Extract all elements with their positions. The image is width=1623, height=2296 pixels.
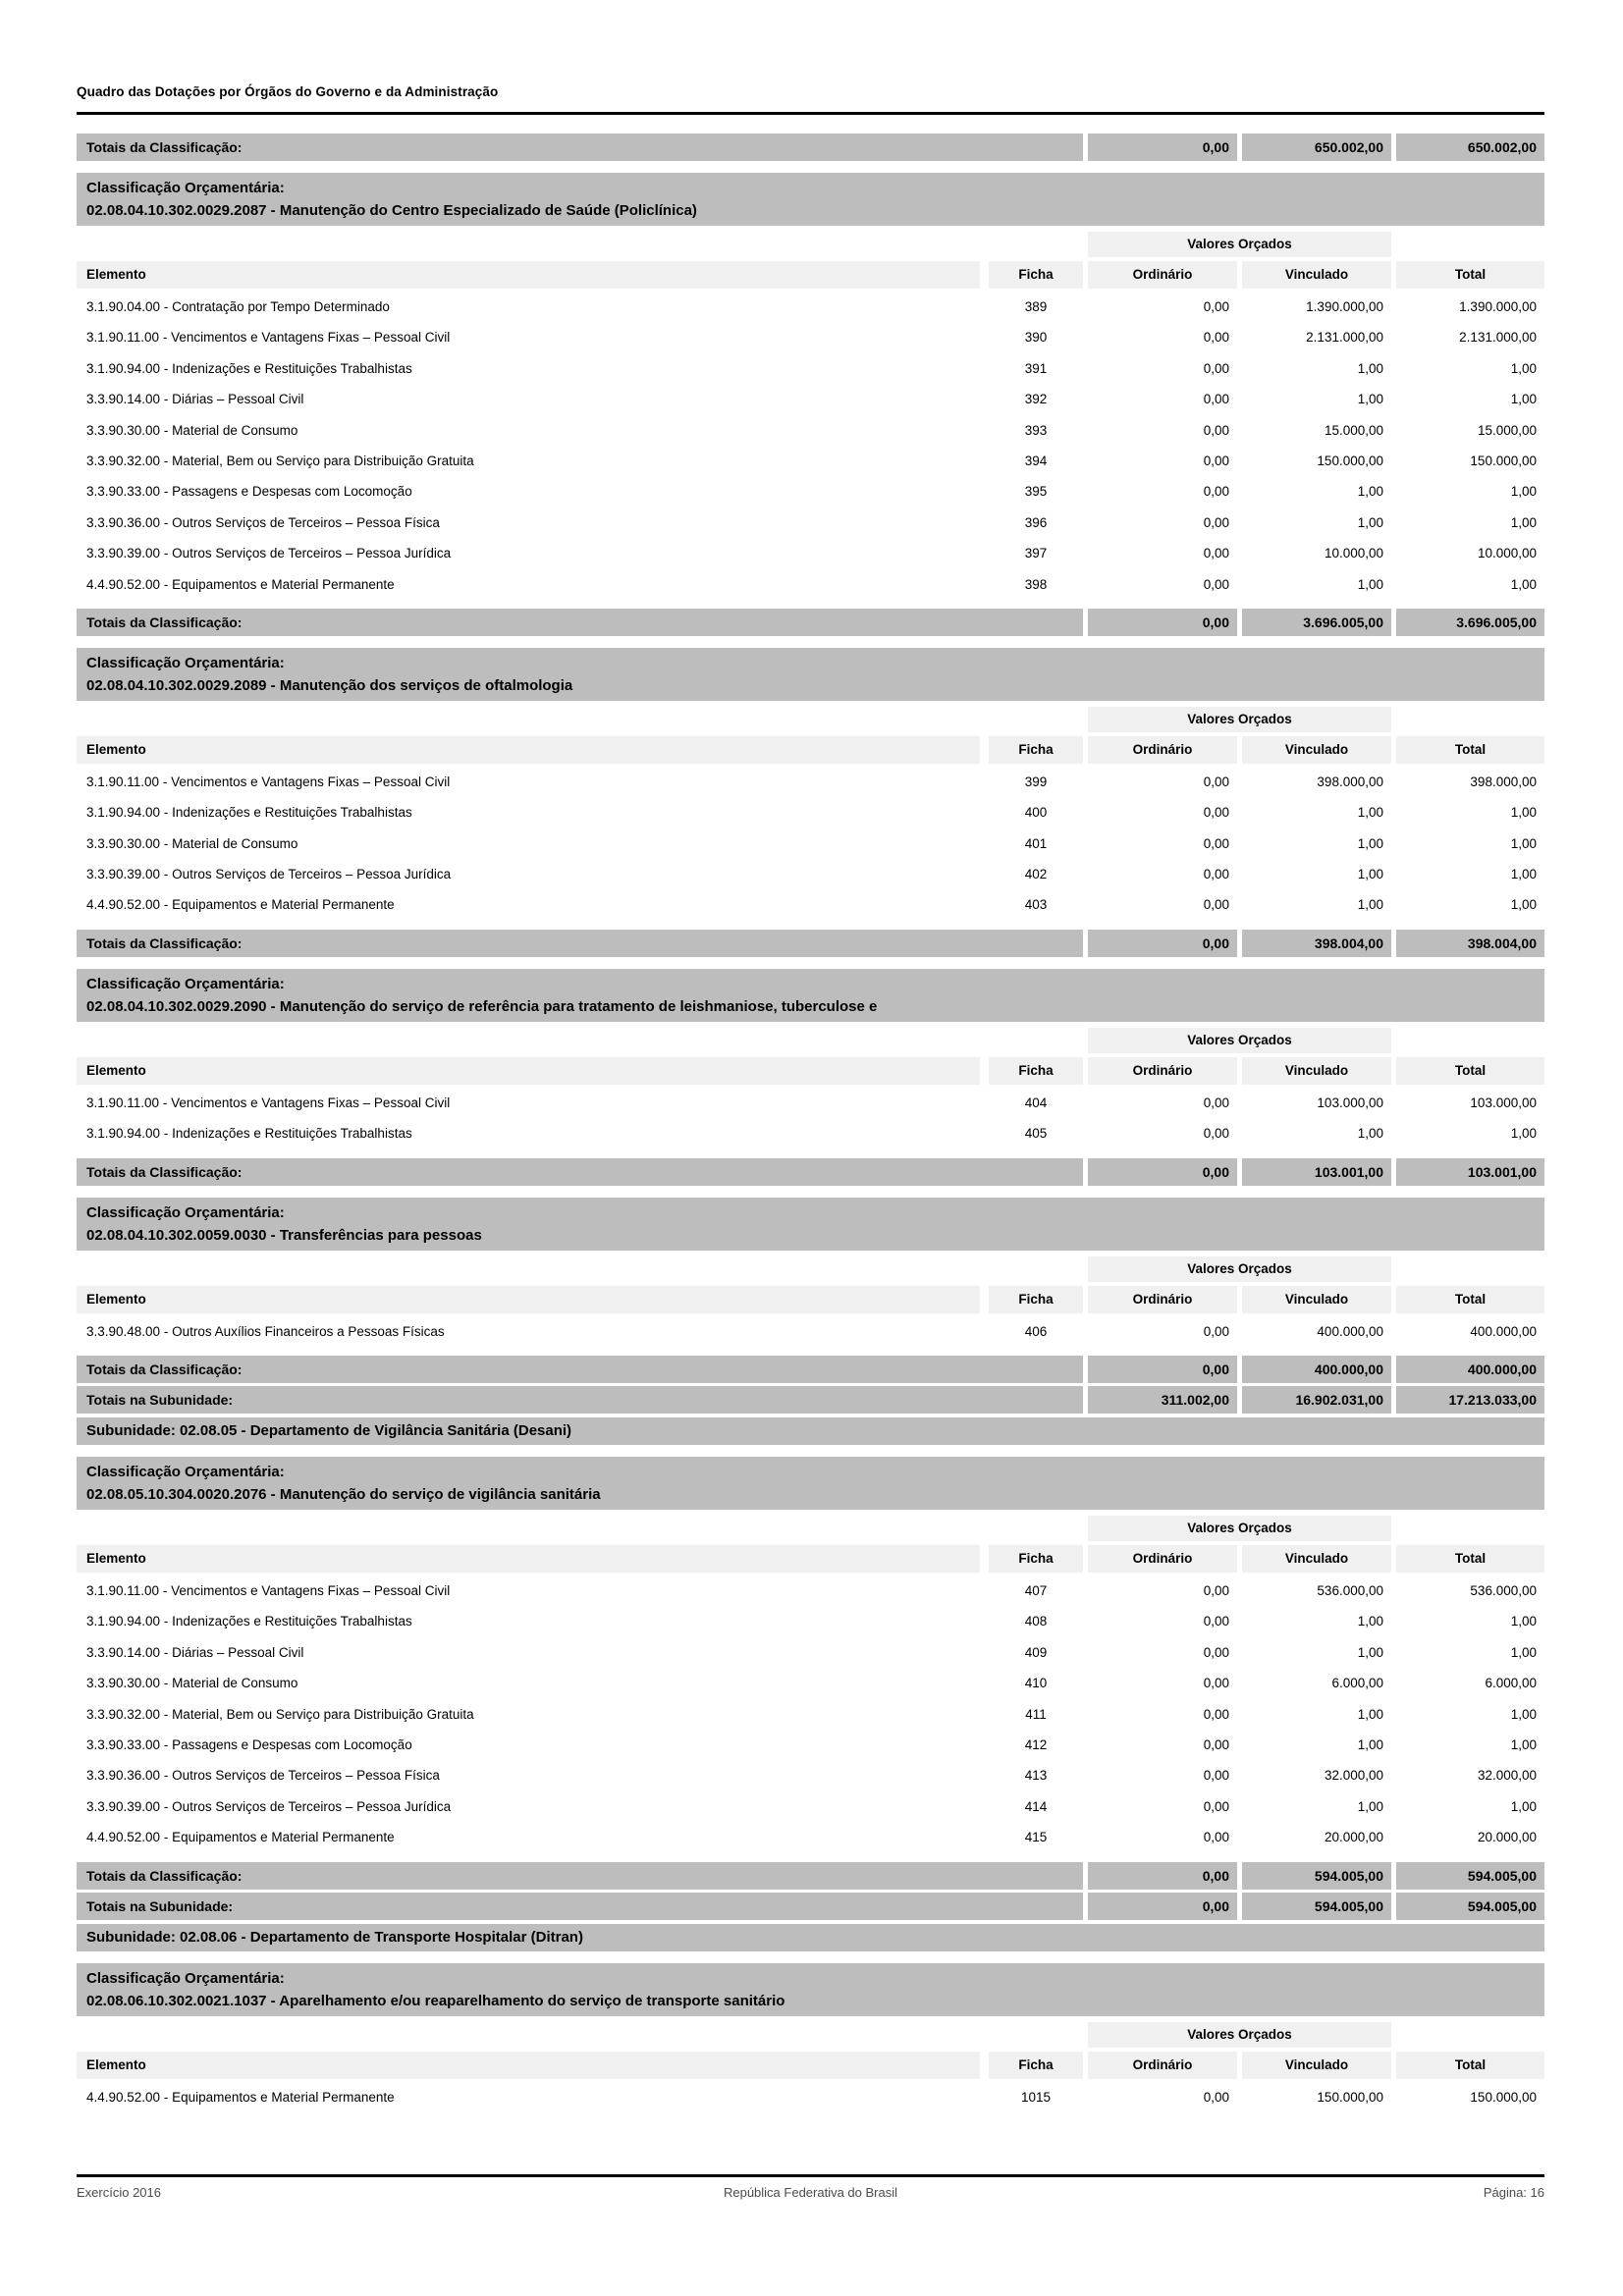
row-ficha: 395 bbox=[1024, 484, 1048, 500]
budget-table bbox=[77, 2022, 1544, 2112]
row-ficha: 403 bbox=[1024, 897, 1048, 913]
row-elemento: 3.1.90.11.00 - Vencimentos e Vantagens Fixas – Pessoal Civil bbox=[86, 330, 451, 346]
classification-heading: Classificação Orçamentária: bbox=[86, 1969, 285, 1987]
column-header-total: Total bbox=[1396, 2052, 1544, 2079]
row-vinculado: 10.000,00 bbox=[1324, 546, 1383, 561]
column-header-row bbox=[77, 736, 1544, 764]
row-total: 1,00 bbox=[1510, 576, 1537, 592]
classification-heading: Classificação Orçamentária: bbox=[86, 1464, 285, 1481]
totals-total-value: 400.000,00 bbox=[1396, 1356, 1544, 1383]
row-total: 20.000,00 bbox=[1477, 1830, 1537, 1845]
table-rows bbox=[77, 2082, 1544, 2112]
table-row bbox=[77, 1316, 1544, 1347]
column-header-vinculado: Vinculado bbox=[1242, 1286, 1391, 1313]
row-total: 150.000,00 bbox=[1470, 2089, 1537, 2105]
totals-row bbox=[77, 1386, 1544, 1414]
budget-table bbox=[77, 707, 1544, 921]
totals-row bbox=[77, 1862, 1544, 1890]
column-header-total: Total bbox=[1396, 1286, 1544, 1313]
classification-heading: Classificação Orçamentária: bbox=[86, 975, 285, 992]
row-vinculado: 398.000,00 bbox=[1317, 774, 1383, 789]
row-ordinario: 0,00 bbox=[1203, 1126, 1229, 1142]
column-header-ficha: Ficha bbox=[989, 2052, 1083, 2079]
row-ordinario: 0,00 bbox=[1203, 1830, 1229, 1845]
classification-block bbox=[77, 1198, 1544, 1251]
subunit-band: Subunidade: 02.08.05 - Departamento de Vigilância Sanitária (Desani) bbox=[77, 1417, 1544, 1445]
footer-page-number: Página: 16 bbox=[1483, 2185, 1544, 2200]
row-elemento: 3.3.90.36.00 - Outros Serviços de Terceiros – Pessoa Física bbox=[86, 514, 440, 530]
row-ficha: 413 bbox=[1024, 1768, 1048, 1784]
totals-ordinario-value: 0,00 bbox=[1088, 1356, 1237, 1383]
row-vinculado: 1.390.000,00 bbox=[1306, 299, 1383, 314]
totals-row bbox=[77, 1893, 1544, 1920]
column-header-vinculado: Vinculado bbox=[1242, 1545, 1391, 1573]
row-ficha: 394 bbox=[1024, 453, 1048, 468]
column-header-ordinario: Ordinário bbox=[1088, 2052, 1237, 2079]
row-vinculado: 1,00 bbox=[1357, 835, 1383, 851]
totals-vinculado-value: 16.902.031,00 bbox=[1242, 1386, 1391, 1414]
valores-orcados-band: Valores Orçados bbox=[1088, 1028, 1391, 1053]
row-elemento: 3.3.90.14.00 - Diárias – Pessoal Civil bbox=[86, 1644, 304, 1660]
row-ordinario: 0,00 bbox=[1203, 299, 1229, 314]
table-row bbox=[77, 1088, 1544, 1118]
column-header-vinculado: Vinculado bbox=[1242, 736, 1391, 764]
row-total: 1,00 bbox=[1510, 1706, 1537, 1722]
row-elemento: 3.1.90.11.00 - Vencimentos e Vantagens Fixas – Pessoal Civil bbox=[86, 774, 451, 789]
row-ficha: 415 bbox=[1024, 1830, 1048, 1845]
column-header-elemento: Elemento bbox=[77, 2052, 980, 2079]
classification-code: 02.08.04.10.302.0029.2087 - Manutenção do Centro Especializado de Saúde (Policlínica) bbox=[86, 202, 697, 219]
totals-total-value: 398.004,00 bbox=[1396, 930, 1544, 957]
row-total: 32.000,00 bbox=[1477, 1768, 1537, 1784]
table-row bbox=[77, 859, 1544, 889]
row-total: 1,00 bbox=[1510, 897, 1537, 913]
row-elemento: 3.1.90.94.00 - Indenizações e Restituições Trabalhistas bbox=[86, 1614, 412, 1629]
row-vinculado: 2.131.000,00 bbox=[1306, 330, 1383, 346]
totals-ordinario-value: 0,00 bbox=[1088, 609, 1237, 636]
classification-code: 02.08.04.10.302.0059.0030 - Transferências para pessoas bbox=[86, 1226, 482, 1244]
row-elemento: 4.4.90.52.00 - Equipamentos e Material Permanente bbox=[86, 2089, 395, 2105]
row-vinculado: 1,00 bbox=[1357, 514, 1383, 530]
column-header-elemento: Elemento bbox=[77, 1057, 980, 1085]
row-elemento: 4.4.90.52.00 - Equipamentos e Material Permanente bbox=[86, 1830, 395, 1845]
totals-label: Totais da Classificação: bbox=[77, 133, 1083, 161]
column-header-ficha: Ficha bbox=[989, 261, 1083, 289]
classification-block bbox=[77, 969, 1544, 1022]
totals-label: Totais da Classificação: bbox=[77, 609, 1083, 636]
row-ordinario: 0,00 bbox=[1203, 1706, 1229, 1722]
row-vinculado: 1,00 bbox=[1357, 867, 1383, 882]
totals-total-value: 103.001,00 bbox=[1396, 1158, 1544, 1186]
totals-vinculado-value: 650.002,00 bbox=[1242, 133, 1391, 161]
row-elemento: 3.3.90.33.00 - Passagens e Despesas com Locomoção bbox=[86, 1736, 412, 1752]
totals-row bbox=[77, 1158, 1544, 1186]
column-header-row bbox=[77, 1057, 1544, 1085]
row-elemento: 4.4.90.52.00 - Equipamentos e Material Permanente bbox=[86, 576, 395, 592]
row-ordinario: 0,00 bbox=[1203, 422, 1229, 438]
row-ordinario: 0,00 bbox=[1203, 1583, 1229, 1599]
row-ordinario: 0,00 bbox=[1203, 897, 1229, 913]
valores-orcados-band: Valores Orçados bbox=[1088, 2022, 1391, 2048]
row-ficha: 407 bbox=[1024, 1583, 1048, 1599]
row-elemento: 3.3.90.39.00 - Outros Serviços de Terceiros – Pessoa Jurídica bbox=[86, 1798, 452, 1814]
row-elemento: 3.3.90.30.00 - Material de Consumo bbox=[86, 422, 298, 438]
row-total: 1,00 bbox=[1510, 514, 1537, 530]
column-header-ordinario: Ordinário bbox=[1088, 1545, 1237, 1573]
table-row bbox=[77, 1668, 1544, 1698]
row-elemento: 3.3.90.33.00 - Passagens e Despesas com Locomoção bbox=[86, 484, 412, 500]
row-ficha: 405 bbox=[1024, 1126, 1048, 1142]
table-row bbox=[77, 767, 1544, 797]
row-ficha: 392 bbox=[1024, 392, 1048, 407]
row-ordinario: 0,00 bbox=[1203, 2089, 1229, 2105]
column-header-row bbox=[77, 1286, 1544, 1313]
totals-total-value: 650.002,00 bbox=[1396, 133, 1544, 161]
row-total: 103.000,00 bbox=[1470, 1095, 1537, 1110]
row-vinculado: 6.000,00 bbox=[1331, 1676, 1383, 1691]
table-row bbox=[77, 1575, 1544, 1606]
table-row bbox=[77, 1637, 1544, 1668]
table-row bbox=[77, 1730, 1544, 1760]
column-header-ficha: Ficha bbox=[989, 736, 1083, 764]
totals-label: Totais da Classificação: bbox=[77, 1862, 1083, 1890]
table-row bbox=[77, 1699, 1544, 1730]
row-total: 1.390.000,00 bbox=[1459, 299, 1537, 314]
row-ordinario: 0,00 bbox=[1203, 805, 1229, 821]
valores-orcados-band: Valores Orçados bbox=[1088, 1516, 1391, 1541]
totals-total-value: 3.696.005,00 bbox=[1396, 609, 1544, 636]
row-elemento: 3.1.90.94.00 - Indenizações e Restituições Trabalhistas bbox=[86, 1126, 412, 1142]
row-ficha: 396 bbox=[1024, 514, 1048, 530]
row-total: 1,00 bbox=[1510, 867, 1537, 882]
classification-block bbox=[77, 648, 1544, 701]
row-ordinario: 0,00 bbox=[1203, 1768, 1229, 1784]
table-rows bbox=[77, 1316, 1544, 1347]
classification-heading: Classificação Orçamentária: bbox=[86, 180, 285, 196]
classification-block bbox=[77, 1963, 1544, 2016]
row-ficha: 404 bbox=[1024, 1095, 1048, 1110]
column-header-total: Total bbox=[1396, 261, 1544, 289]
row-elemento: 3.3.90.32.00 - Material, Bem ou Serviço para Distribuição Gratuita bbox=[86, 453, 474, 468]
column-header-ficha: Ficha bbox=[989, 1057, 1083, 1085]
column-header-ordinario: Ordinário bbox=[1088, 261, 1237, 289]
row-ordinario: 0,00 bbox=[1203, 546, 1229, 561]
column-header-ordinario: Ordinário bbox=[1088, 736, 1237, 764]
header-rule bbox=[77, 112, 1544, 115]
row-ordinario: 0,00 bbox=[1203, 330, 1229, 346]
row-elemento: 3.1.90.11.00 - Vencimentos e Vantagens Fixas – Pessoal Civil bbox=[86, 1583, 451, 1599]
row-total: 1,00 bbox=[1510, 1644, 1537, 1660]
row-vinculado: 150.000,00 bbox=[1317, 453, 1383, 468]
row-vinculado: 1,00 bbox=[1357, 1798, 1383, 1814]
row-ordinario: 0,00 bbox=[1203, 774, 1229, 789]
totals-label: Totais da Classificação: bbox=[77, 1356, 1083, 1383]
footer-rule bbox=[77, 2174, 1544, 2177]
table-rows bbox=[77, 1575, 1544, 1853]
classification-block bbox=[77, 173, 1544, 226]
row-total: 1,00 bbox=[1510, 360, 1537, 376]
table-row bbox=[77, 1760, 1544, 1790]
column-header-total: Total bbox=[1396, 1545, 1544, 1573]
row-vinculado: 1,00 bbox=[1357, 1126, 1383, 1142]
totals-ordinario-value: 0,00 bbox=[1088, 1862, 1237, 1890]
totals-ordinario-value: 311.002,00 bbox=[1088, 1386, 1237, 1414]
column-header-row bbox=[77, 2052, 1544, 2079]
row-vinculado: 1,00 bbox=[1357, 1614, 1383, 1629]
row-total: 1,00 bbox=[1510, 1798, 1537, 1814]
row-total: 1,00 bbox=[1510, 805, 1537, 821]
row-total: 1,00 bbox=[1510, 392, 1537, 407]
table-row bbox=[77, 1606, 1544, 1636]
column-header-vinculado: Vinculado bbox=[1242, 2052, 1391, 2079]
row-ficha: 410 bbox=[1024, 1676, 1048, 1691]
row-elemento: 3.3.90.48.00 - Outros Auxílios Financeiros a Pessoas Físicas bbox=[86, 1323, 445, 1339]
table-row bbox=[77, 446, 1544, 476]
row-ordinario: 0,00 bbox=[1203, 484, 1229, 500]
classification-heading: Classificação Orçamentária: bbox=[86, 1203, 285, 1221]
table-row bbox=[77, 828, 1544, 859]
row-ficha: 390 bbox=[1024, 330, 1048, 346]
row-total: 1,00 bbox=[1510, 835, 1537, 851]
row-vinculado: 1,00 bbox=[1357, 360, 1383, 376]
row-elemento: 3.3.90.39.00 - Outros Serviços de Terceiros – Pessoa Jurídica bbox=[86, 546, 452, 561]
totals-label: Totais na Subunidade: bbox=[77, 1386, 1083, 1414]
row-ficha: 398 bbox=[1024, 576, 1048, 592]
totals-ordinario-value: 0,00 bbox=[1088, 1893, 1237, 1920]
table-row bbox=[77, 1118, 1544, 1148]
totals-vinculado-value: 398.004,00 bbox=[1242, 930, 1391, 957]
column-header-vinculado: Vinculado bbox=[1242, 1057, 1391, 1085]
row-total: 15.000,00 bbox=[1477, 422, 1537, 438]
row-total: 536.000,00 bbox=[1470, 1583, 1537, 1599]
row-ficha: 411 bbox=[1025, 1706, 1047, 1722]
row-elemento: 3.3.90.39.00 - Outros Serviços de Terceiros – Pessoa Jurídica bbox=[86, 867, 452, 882]
row-total: 150.000,00 bbox=[1470, 453, 1537, 468]
row-ordinario: 0,00 bbox=[1203, 514, 1229, 530]
table-row bbox=[77, 292, 1544, 322]
table-row bbox=[77, 476, 1544, 507]
row-ordinario: 0,00 bbox=[1203, 360, 1229, 376]
row-vinculado: 1,00 bbox=[1357, 1644, 1383, 1660]
budget-table bbox=[77, 1516, 1544, 1853]
totals-vinculado-value: 103.001,00 bbox=[1242, 1158, 1391, 1186]
row-vinculado: 103.000,00 bbox=[1317, 1095, 1383, 1110]
classification-block bbox=[77, 1457, 1544, 1510]
budget-table bbox=[77, 1028, 1544, 1149]
table-row bbox=[77, 353, 1544, 384]
classification-code: 02.08.04.10.302.0029.2089 - Manutenção dos serviços de oftalmologia bbox=[86, 676, 573, 694]
column-header-row bbox=[77, 261, 1544, 289]
table-row bbox=[77, 569, 1544, 600]
row-elemento: 3.3.90.30.00 - Material de Consumo bbox=[86, 1676, 298, 1691]
table-row bbox=[77, 889, 1544, 920]
row-vinculado: 1,00 bbox=[1357, 1706, 1383, 1722]
row-ordinario: 0,00 bbox=[1203, 576, 1229, 592]
row-elemento: 3.1.90.04.00 - Contratação por Tempo Determinado bbox=[86, 299, 390, 314]
column-header-ordinario: Ordinário bbox=[1088, 1057, 1237, 1085]
footer-country: República Federativa do Brasil bbox=[723, 2185, 898, 2200]
row-vinculado: 1,00 bbox=[1357, 897, 1383, 913]
row-ficha: 397 bbox=[1024, 546, 1048, 561]
column-header-vinculado: Vinculado bbox=[1242, 261, 1391, 289]
row-total: 10.000,00 bbox=[1477, 546, 1537, 561]
valores-orcados-band: Valores Orçados bbox=[1088, 707, 1391, 732]
row-elemento: 3.3.90.36.00 - Outros Serviços de Terceiros – Pessoa Física bbox=[86, 1768, 440, 1784]
row-ordinario: 0,00 bbox=[1203, 1323, 1229, 1339]
budget-table bbox=[77, 1256, 1544, 1347]
row-ordinario: 0,00 bbox=[1203, 453, 1229, 468]
row-ficha: 402 bbox=[1024, 867, 1048, 882]
column-header-total: Total bbox=[1396, 1057, 1544, 1085]
totals-label: Totais da Classificação: bbox=[77, 1158, 1083, 1186]
row-vinculado: 150.000,00 bbox=[1317, 2089, 1383, 2105]
row-ficha: 399 bbox=[1024, 774, 1048, 789]
page-title: Quadro das Dotações por Órgãos do Governo e da Administração bbox=[77, 84, 499, 99]
row-ficha: 389 bbox=[1024, 299, 1048, 314]
row-ordinario: 0,00 bbox=[1203, 1614, 1229, 1629]
row-ordinario: 0,00 bbox=[1203, 1095, 1229, 1110]
row-ficha: 1015 bbox=[1020, 2089, 1052, 2105]
row-ordinario: 0,00 bbox=[1203, 392, 1229, 407]
table-row bbox=[77, 322, 1544, 352]
row-elemento: 3.1.90.11.00 - Vencimentos e Vantagens Fixas – Pessoal Civil bbox=[86, 1095, 451, 1110]
row-ordinario: 0,00 bbox=[1203, 867, 1229, 882]
row-vinculado: 1,00 bbox=[1357, 576, 1383, 592]
row-total: 2.131.000,00 bbox=[1459, 330, 1537, 346]
sections-container bbox=[77, 133, 1544, 2112]
row-elemento: 3.1.90.94.00 - Indenizações e Restituições Trabalhistas bbox=[86, 805, 412, 821]
row-ficha: 408 bbox=[1024, 1614, 1048, 1629]
row-vinculado: 1,00 bbox=[1357, 392, 1383, 407]
column-header-elemento: Elemento bbox=[77, 736, 980, 764]
table-rows bbox=[77, 767, 1544, 921]
column-header-total: Total bbox=[1396, 736, 1544, 764]
totals-vinculado-value: 594.005,00 bbox=[1242, 1862, 1391, 1890]
row-elemento: 3.1.90.94.00 - Indenizações e Restituições Trabalhistas bbox=[86, 360, 412, 376]
table-row bbox=[77, 2082, 1544, 2112]
table-row bbox=[77, 1822, 1544, 1852]
column-header-elemento: Elemento bbox=[77, 1545, 980, 1573]
row-elemento: 3.3.90.30.00 - Material de Consumo bbox=[86, 835, 298, 851]
totals-total-value: 594.005,00 bbox=[1396, 1893, 1544, 1920]
row-ficha: 393 bbox=[1024, 422, 1048, 438]
table-row bbox=[77, 538, 1544, 568]
totals-total-value: 17.213.033,00 bbox=[1396, 1386, 1544, 1414]
totals-label: Totais na Subunidade: bbox=[77, 1893, 1083, 1920]
classification-code: 02.08.04.10.302.0029.2090 - Manutenção do serviço de referência para tratamento de leishmaniose, tuberculose e bbox=[86, 997, 878, 1015]
totals-ordinario-value: 0,00 bbox=[1088, 1158, 1237, 1186]
row-vinculado: 1,00 bbox=[1357, 484, 1383, 500]
row-vinculado: 400.000,00 bbox=[1317, 1323, 1383, 1339]
row-total: 1,00 bbox=[1510, 1614, 1537, 1629]
row-total: 1,00 bbox=[1510, 484, 1537, 500]
column-header-elemento: Elemento bbox=[77, 1286, 980, 1313]
totals-ordinario-value: 0,00 bbox=[1088, 133, 1237, 161]
totals-vinculado-value: 594.005,00 bbox=[1242, 1893, 1391, 1920]
totals-vinculado-value: 3.696.005,00 bbox=[1242, 609, 1391, 636]
table-row bbox=[77, 797, 1544, 828]
totals-ordinario-value: 0,00 bbox=[1088, 930, 1237, 957]
totals-total-value: 594.005,00 bbox=[1396, 1862, 1544, 1890]
row-elemento: 3.3.90.32.00 - Material, Bem ou Serviço para Distribuição Gratuita bbox=[86, 1706, 474, 1722]
row-elemento: 4.4.90.52.00 - Equipamentos e Material Permanente bbox=[86, 897, 395, 913]
table-row bbox=[77, 1791, 1544, 1822]
row-vinculado: 1,00 bbox=[1357, 1736, 1383, 1752]
totals-label: Totais da Classificação: bbox=[77, 930, 1083, 957]
row-ficha: 400 bbox=[1024, 805, 1048, 821]
row-ficha: 401 bbox=[1024, 835, 1048, 851]
subunit-band: Subunidade: 02.08.06 - Departamento de Transporte Hospitalar (Ditran) bbox=[77, 1924, 1544, 1951]
row-ficha: 406 bbox=[1024, 1323, 1048, 1339]
page-footer bbox=[77, 2185, 1544, 2200]
report-content bbox=[77, 0, 1544, 2112]
row-vinculado: 536.000,00 bbox=[1317, 1583, 1383, 1599]
valores-orcados-band: Valores Orçados bbox=[1088, 232, 1391, 257]
column-header-ficha: Ficha bbox=[989, 1545, 1083, 1573]
row-total: 6.000,00 bbox=[1485, 1676, 1537, 1691]
row-ficha: 414 bbox=[1024, 1798, 1048, 1814]
row-ordinario: 0,00 bbox=[1203, 1798, 1229, 1814]
totals-row bbox=[77, 1356, 1544, 1383]
row-ordinario: 0,00 bbox=[1203, 835, 1229, 851]
row-ordinario: 0,00 bbox=[1203, 1736, 1229, 1752]
row-total: 1,00 bbox=[1510, 1736, 1537, 1752]
footer-exercise: Exercício 2016 bbox=[77, 2185, 161, 2200]
row-ficha: 391 bbox=[1024, 360, 1048, 376]
table-row bbox=[77, 415, 1544, 446]
valores-orcados-band: Valores Orçados bbox=[1088, 1256, 1391, 1282]
row-ordinario: 0,00 bbox=[1203, 1676, 1229, 1691]
column-header-ficha: Ficha bbox=[989, 1286, 1083, 1313]
column-header-elemento: Elemento bbox=[77, 261, 980, 289]
row-ficha: 412 bbox=[1024, 1736, 1048, 1752]
row-total: 1,00 bbox=[1510, 1126, 1537, 1142]
totals-row bbox=[77, 609, 1544, 636]
row-elemento: 3.3.90.14.00 - Diárias – Pessoal Civil bbox=[86, 392, 304, 407]
row-ordinario: 0,00 bbox=[1203, 1644, 1229, 1660]
column-header-ordinario: Ordinário bbox=[1088, 1286, 1237, 1313]
row-vinculado: 32.000,00 bbox=[1324, 1768, 1383, 1784]
row-vinculado: 20.000,00 bbox=[1324, 1830, 1383, 1845]
classification-code: 02.08.06.10.302.0021.1037 - Aparelhamento e/ou reaparelhamento do serviço de transporte sanitário bbox=[86, 1992, 785, 2009]
totals-row bbox=[77, 133, 1544, 161]
totals-vinculado-value: 400.000,00 bbox=[1242, 1356, 1391, 1383]
classification-heading: Classificação Orçamentária: bbox=[86, 654, 285, 671]
row-total: 398.000,00 bbox=[1470, 774, 1537, 789]
row-total: 400.000,00 bbox=[1470, 1323, 1537, 1339]
table-row bbox=[77, 384, 1544, 414]
table-row bbox=[77, 507, 1544, 538]
column-header-row bbox=[77, 1545, 1544, 1573]
table-rows bbox=[77, 1088, 1544, 1149]
totals-row bbox=[77, 930, 1544, 957]
row-ficha: 409 bbox=[1024, 1644, 1048, 1660]
row-vinculado: 15.000,00 bbox=[1324, 422, 1383, 438]
budget-table bbox=[77, 232, 1544, 600]
classification-code: 02.08.05.10.304.0020.2076 - Manutenção do serviço de vigilância sanitária bbox=[86, 1486, 601, 1504]
table-rows bbox=[77, 292, 1544, 600]
row-vinculado: 1,00 bbox=[1357, 805, 1383, 821]
